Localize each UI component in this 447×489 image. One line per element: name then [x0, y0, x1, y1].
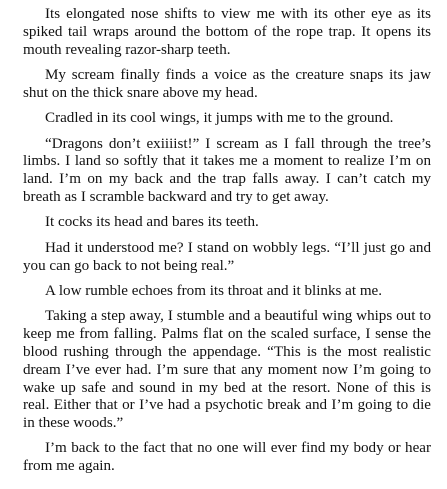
paragraph: Cradled in its cool wings, it jumps with me to the ground.	[45, 110, 394, 127]
paragraph: It cocks its head and bares its teeth.	[45, 214, 259, 231]
paragraph: I’m back to the fact that no one will ever find my body or hear from me again.	[23, 440, 431, 475]
paragraph: Had it understood me? I stand on wobbly legs. “I’ll just go and you can go back to not being real.”	[23, 239, 431, 274]
paragraph: Taking a step away, I stumble and a beautiful wing whips out to keep me from falling. Palms flat on the scaled surface, I sense the blood rushing through the appendage. “This is the most realistic dream I’ve ever had. I’m sure that any moment now I’m going to wake up safe and sound in my bed at the resort. None of this is real. Either that or I’ve had a psychotic break and I’m going to die in these woods.”	[23, 308, 431, 432]
paragraph: A low rumble echoes from its throat and it blinks at me.	[45, 282, 383, 299]
paragraph: “Dragons don’t exiiiist!” I scream as I fall through the tree’s limbs. I land so softly that it takes me a moment to realize I’m on land. I’m on my back and the trap falls away. I can’t catch my breath as I scramble backward and try to get away.	[23, 135, 431, 205]
book-page-text	[23, 6, 431, 484]
paragraph: My scream finally finds a voice as the creature snaps its jaw shut on the thick snare above my head.	[23, 66, 431, 101]
paragraph: Its elongated nose shifts to view me with its other eye as its spiked tail wraps around the bottom of the rope trap. It opens its mouth revealing razor-sharp teeth.	[23, 6, 431, 58]
